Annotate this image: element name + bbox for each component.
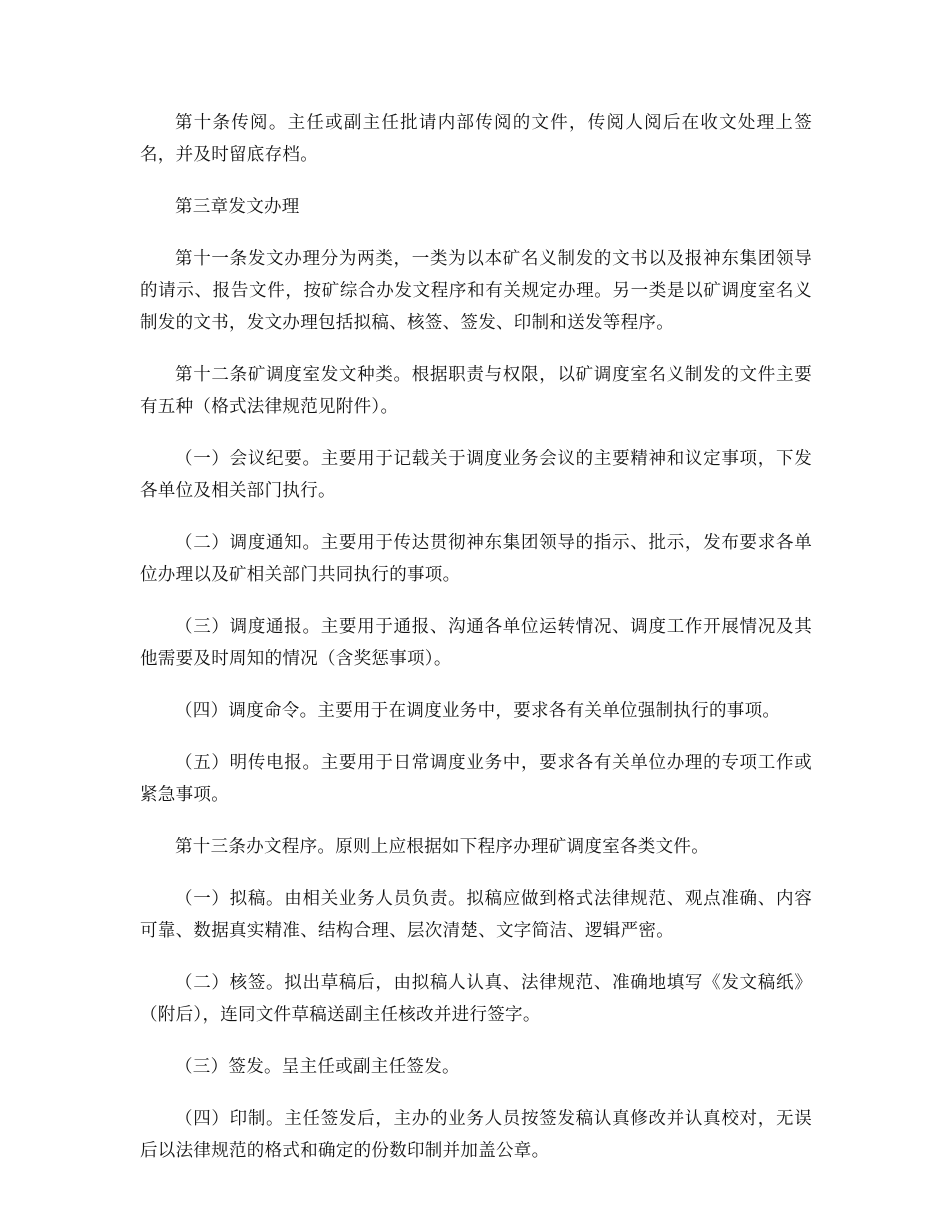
list-item-meeting-minutes: （一）会议纪要。主要用于记载关于调度业务会议的主要精神和议定事项，下发各单位及相关部门执行。 (140, 449, 812, 501)
paragraph-article-11: 第十一条发文办理分为两类，一类为以本矿名义制发的文书以及报神东集团领导的请示、报告文件，按矿综合办发文程序和有关规定办理。另一类是以矿调度室名义制发的文书，发文办理包括拟稿、核签、签发、印制和送发等程序。 (140, 249, 812, 333)
list-item-dispatch-bulletin: （三）调度通报。主要用于通报、沟通各单位运转情况、调度工作开展情况及其他需要及时周知的情况（含奖惩事项）。 (140, 617, 812, 669)
list-item-dispatch-order: （四）调度命令。主要用于在调度业务中，要求各有关单位强制执行的事项。 (175, 701, 781, 721)
paragraph-article-12: 第十二条矿调度室发文种类。根据职责与权限，以矿调度室名义制发的文件主要有五种（格式法律规范见附件）。 (140, 365, 812, 417)
list-item-dispatch-notice: （二）调度通知。主要用于传达贯彻神东集团领导的指示、批示，发布要求各单位办理以及矿相关部门共同执行的事项。 (140, 533, 812, 585)
list-item-printing: （四）印制。主任签发后，主办的业务人员按签发稿认真修改并认真校对，无误后以法律规范的格式和确定的份数印制并加盖公章。 (140, 1109, 812, 1161)
list-item-drafting: （一）拟稿。由相关业务人员负责。拟稿应做到格式法律规范、观点准确、内容可靠、数据真实精准、结构合理、层次清楚、文字简洁、逻辑严密。 (140, 889, 812, 941)
chapter-heading-3: 第三章发文办理 (175, 197, 300, 217)
list-item-approval: （三）签发。呈主任或副主任签发。 (175, 1057, 460, 1077)
list-item-review: （二）核签。拟出草稿后，由拟稿人认真、法律规范、准确地填写《发文稿纸》（附后），连同文件草稿送副主任核改并进行签字。 (140, 973, 812, 1025)
document-body (140, 107, 812, 1187)
paragraph-article-10: 第十条传阅。主任或副主任批请内部传阅的文件，传阅人阅后在收文处理上签名，并及时留底存档。 (140, 113, 812, 165)
list-item-telegram: （五）明传电报。主要用于日常调度业务中，要求各有关单位办理的专项工作或紧急事项。 (140, 753, 812, 805)
paragraph-article-13: 第十三条办文程序。原则上应根据如下程序办理矿调度室各类文件。 (175, 837, 709, 857)
